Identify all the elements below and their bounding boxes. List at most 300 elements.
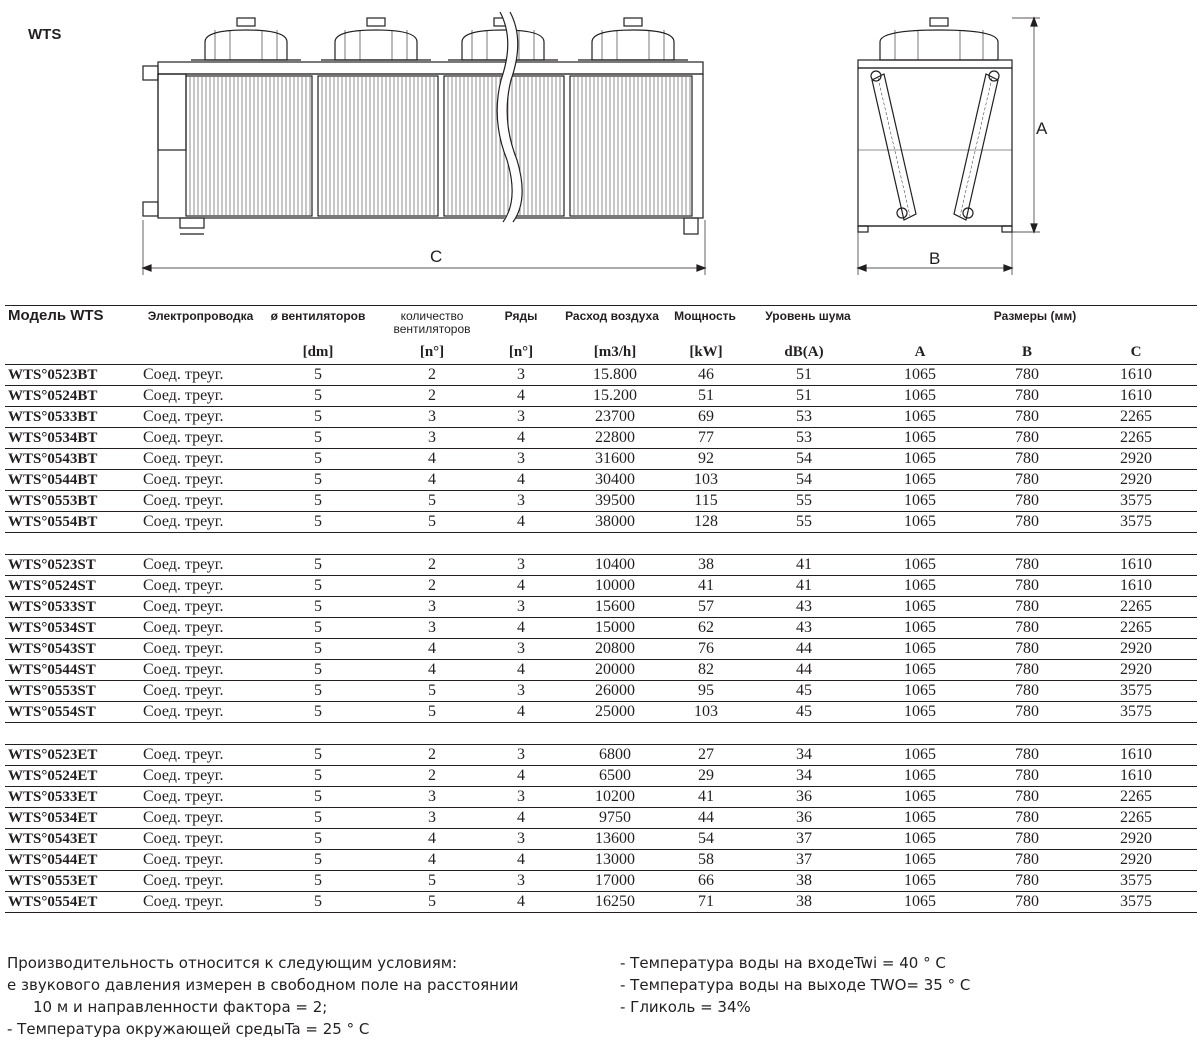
cell-rows: 4: [517, 577, 525, 594]
cell-power: 69: [698, 408, 714, 425]
cell-wiring: Соед. треуг.: [143, 366, 224, 383]
cell-a: 1065: [904, 492, 936, 509]
cell-model: WTS°0553ET: [8, 873, 98, 889]
cell-noise: 38: [796, 893, 812, 910]
cell-model: WTS°0533ST: [8, 599, 96, 615]
unit-noise: dB(A): [784, 344, 824, 360]
cell-wiring: Соед. треуг.: [143, 513, 224, 530]
table-row: [5, 659, 1197, 680]
cell-fan-count: 2: [428, 577, 436, 594]
cell-b: 780: [1015, 809, 1039, 826]
dimension-a-label: A: [1036, 119, 1048, 138]
cell-model: WTS°0554ST: [8, 704, 96, 720]
cell-wiring: Соед. треуг.: [143, 703, 224, 720]
end-view: [858, 18, 1040, 275]
cell-b: 780: [1015, 893, 1039, 910]
cell-airflow: 9750: [599, 809, 631, 826]
cell-fan-diameter: 5: [314, 598, 322, 615]
cell-noise: 45: [796, 682, 812, 699]
cell-model: WTS°0544BT: [8, 472, 98, 488]
cell-a: 1065: [904, 682, 936, 699]
cell-c: 1610: [1120, 556, 1152, 573]
table-row: [5, 701, 1197, 723]
cell-c: 2265: [1120, 598, 1152, 615]
cell-fan-diameter: 5: [314, 387, 322, 404]
cell-fan-diameter: 5: [314, 872, 322, 889]
table-row: [5, 406, 1197, 427]
cell-b: 780: [1015, 640, 1039, 657]
cell-noise: 53: [796, 429, 812, 446]
header-fan-diameter: ø вентиляторов: [270, 309, 366, 323]
cell-wiring: Соед. треуг.: [143, 450, 224, 467]
cell-noise: 43: [796, 598, 812, 615]
cell-fan-count: 4: [428, 640, 436, 657]
cell-airflow: 10200: [595, 788, 635, 805]
cell-model: WTS°0523ST: [8, 557, 96, 573]
cell-a: 1065: [904, 408, 936, 425]
cell-model: WTS°0543ET: [8, 831, 98, 847]
cell-power: 38: [698, 556, 714, 573]
cell-fan-count: 4: [428, 830, 436, 847]
header-power: Мощность: [674, 309, 736, 323]
cell-rows: 3: [517, 872, 525, 889]
cell-b: 780: [1015, 556, 1039, 573]
cell-wiring: Соед. треуг.: [143, 429, 224, 446]
unit-c: C: [1130, 344, 1142, 360]
cell-power: 128: [694, 513, 718, 530]
cell-a: 1065: [904, 619, 936, 636]
table-row: [5, 638, 1197, 659]
dimension-b-label: B: [929, 249, 941, 268]
table-row: [5, 807, 1197, 828]
note-line: Производительность относится к следующим условиям:: [7, 954, 458, 972]
table-row: [5, 828, 1197, 849]
cell-a: 1065: [904, 809, 936, 826]
cell-b: 780: [1015, 471, 1039, 488]
cell-noise: 36: [796, 809, 812, 826]
header-fan-count: количество вентиляторов: [393, 309, 471, 336]
note-line: 10 м и направленности фактора = 2;: [33, 998, 328, 1016]
cell-power: 92: [698, 450, 714, 467]
cell-wiring: Соед. треуг.: [143, 640, 224, 657]
cell-fan-count: 2: [428, 387, 436, 404]
cell-power: 58: [698, 851, 714, 868]
cell-b: 780: [1015, 872, 1039, 889]
fan-2: [321, 18, 431, 60]
note-line: - Температура воды на выходе TWO= 35 ° C: [620, 976, 971, 994]
table-row: [5, 849, 1197, 870]
cell-fan-diameter: 5: [314, 408, 322, 425]
cell-power: 76: [698, 640, 714, 657]
cell-noise: 37: [796, 851, 812, 868]
header-wiring: Электропроводка: [147, 309, 254, 323]
cell-airflow: 23700: [595, 408, 635, 425]
cell-power: 29: [698, 767, 714, 784]
cell-noise: 55: [796, 513, 812, 530]
cell-b: 780: [1015, 746, 1039, 763]
cell-b: 780: [1015, 830, 1039, 847]
cell-a: 1065: [904, 872, 936, 889]
cell-power: 103: [694, 703, 718, 720]
cell-airflow: 38000: [595, 513, 635, 530]
cell-fan-diameter: 5: [314, 366, 322, 383]
cell-power: 95: [698, 682, 714, 699]
table-row: [5, 469, 1197, 490]
cell-wiring: Соед. треуг.: [143, 598, 224, 615]
cell-c: 3575: [1120, 872, 1152, 889]
cell-b: 780: [1015, 450, 1039, 467]
cell-fan-diameter: 5: [314, 746, 322, 763]
cell-power: 41: [698, 788, 714, 805]
cell-airflow: 15600: [595, 598, 635, 615]
cell-c: 2265: [1120, 619, 1152, 636]
cell-noise: 54: [796, 450, 812, 467]
cell-fan-count: 5: [428, 513, 436, 530]
cell-power: 71: [698, 893, 714, 910]
cell-rows: 4: [517, 661, 525, 678]
cell-c: 2265: [1120, 788, 1152, 805]
cell-rows: 3: [517, 556, 525, 573]
cell-power: 51: [698, 387, 714, 404]
cell-rows: 4: [517, 767, 525, 784]
cell-b: 780: [1015, 577, 1039, 594]
cell-c: 1610: [1120, 767, 1152, 784]
cell-fan-diameter: 5: [314, 492, 322, 509]
header-rows: Ряды: [504, 309, 538, 323]
cell-fan-diameter: 5: [314, 893, 322, 910]
cell-airflow: 10400: [595, 556, 635, 573]
cell-rows: 3: [517, 492, 525, 509]
dimension-c-label: C: [430, 247, 443, 266]
cell-b: 780: [1015, 619, 1039, 636]
cell-noise: 41: [796, 556, 812, 573]
table-row: [5, 596, 1197, 617]
cell-model: WTS°0524ET: [8, 768, 98, 784]
cell-wiring: Соед. треуг.: [143, 661, 224, 678]
cell-b: 780: [1015, 851, 1039, 868]
cell-noise: 38: [796, 872, 812, 889]
unit-b: B: [1021, 344, 1032, 360]
table-row: [5, 448, 1197, 469]
cell-wiring: Соед. треуг.: [143, 872, 224, 889]
cell-fan-count: 5: [428, 682, 436, 699]
cell-b: 780: [1015, 492, 1039, 509]
table-row: [5, 870, 1197, 891]
cell-b: 780: [1015, 788, 1039, 805]
table-row: [5, 511, 1197, 533]
cell-a: 1065: [904, 851, 936, 868]
table-row: [5, 385, 1197, 406]
cell-c: 3575: [1120, 492, 1152, 509]
cell-noise: 34: [796, 746, 812, 763]
table-row: [5, 786, 1197, 807]
group-spacer: [5, 533, 1197, 554]
cell-model: WTS°0553ST: [8, 683, 96, 699]
cell-rows: 4: [517, 893, 525, 910]
cell-fan-diameter: 5: [314, 682, 322, 699]
cell-rows: 4: [517, 619, 525, 636]
cell-c: 3575: [1120, 513, 1152, 530]
cell-fan-diameter: 5: [314, 767, 322, 784]
cell-b: 780: [1015, 387, 1039, 404]
cell-noise: 44: [796, 661, 812, 678]
cell-b: 780: [1015, 513, 1039, 530]
cell-fan-diameter: 5: [314, 556, 322, 573]
cell-a: 1065: [904, 513, 936, 530]
cell-wiring: Соед. треуг.: [143, 577, 224, 594]
cell-a: 1065: [904, 366, 936, 383]
cell-wiring: Соед. треуг.: [143, 471, 224, 488]
unit-rows: [n°]: [508, 344, 534, 360]
cell-noise: 53: [796, 408, 812, 425]
fan-1: [191, 18, 301, 60]
cell-a: 1065: [904, 471, 936, 488]
header-model: Модель WTS: [8, 307, 104, 324]
cell-fan-diameter: 5: [314, 703, 322, 720]
cell-a: 1065: [904, 450, 936, 467]
cell-c: 2920: [1120, 450, 1152, 467]
cell-rows: 3: [517, 366, 525, 383]
table-row: [5, 617, 1197, 638]
cell-rows: 4: [517, 703, 525, 720]
cell-a: 1065: [904, 640, 936, 657]
cell-model: WTS°0524ST: [8, 578, 96, 594]
cell-noise: 36: [796, 788, 812, 805]
table-row: [5, 490, 1197, 511]
note-line: - Гликоль = 34%: [620, 998, 751, 1016]
cell-rows: 3: [517, 830, 525, 847]
spec-table: [5, 305, 1197, 913]
cell-airflow: 13000: [595, 851, 635, 868]
cell-c: 2920: [1120, 830, 1152, 847]
cell-b: 780: [1015, 598, 1039, 615]
cell-c: 3575: [1120, 893, 1152, 910]
cell-airflow: 6800: [599, 746, 631, 763]
cell-wiring: Соед. треуг.: [143, 387, 224, 404]
cell-fan-diameter: 5: [314, 851, 322, 868]
cell-noise: 54: [796, 471, 812, 488]
cell-power: 46: [698, 366, 714, 383]
cell-rows: 3: [517, 450, 525, 467]
cell-noise: 41: [796, 577, 812, 594]
header-dimensions: Размеры (мм): [993, 309, 1077, 323]
table-row: [5, 765, 1197, 786]
cell-power: 115: [694, 492, 718, 509]
group-spacer: [5, 723, 1197, 744]
cell-fan-count: 3: [428, 429, 436, 446]
cell-wiring: Соед. треуг.: [143, 619, 224, 636]
cell-rows: 3: [517, 788, 525, 805]
cell-wiring: Соед. треуг.: [143, 682, 224, 699]
cell-fan-diameter: 5: [314, 619, 322, 636]
cell-c: 1610: [1120, 577, 1152, 594]
cell-airflow: 15.800: [593, 366, 637, 383]
cell-b: 780: [1015, 682, 1039, 699]
cell-fan-diameter: 5: [314, 640, 322, 657]
cell-wiring: Соед. треуг.: [143, 556, 224, 573]
cell-model: WTS°0523BT: [8, 367, 98, 383]
cell-rows: 4: [517, 513, 525, 530]
header-noise: Уровень шума: [765, 309, 851, 323]
unit-power: [kW]: [689, 344, 723, 360]
cell-airflow: 6500: [599, 767, 631, 784]
cell-wiring: Соед. треуг.: [143, 767, 224, 784]
cell-fan-count: 4: [428, 471, 436, 488]
cell-model: WTS°0523ET: [8, 747, 98, 763]
cell-rows: 4: [517, 471, 525, 488]
cell-rows: 3: [517, 598, 525, 615]
cell-a: 1065: [904, 893, 936, 910]
unit-fan-count: [n°]: [419, 344, 445, 360]
cell-airflow: 39500: [595, 492, 635, 509]
cell-wiring: Соед. треуг.: [143, 788, 224, 805]
cell-airflow: 20000: [595, 661, 635, 678]
cell-c: 3575: [1120, 703, 1152, 720]
cell-model: WTS°0554BT: [8, 514, 98, 530]
cell-airflow: 15000: [595, 619, 635, 636]
cell-model: WTS°0543ST: [8, 641, 96, 657]
cell-airflow: 15.200: [593, 387, 637, 404]
cell-noise: 51: [796, 366, 812, 383]
cell-a: 1065: [904, 598, 936, 615]
cell-fan-count: 4: [428, 661, 436, 678]
cell-a: 1065: [904, 746, 936, 763]
cell-b: 780: [1015, 366, 1039, 383]
note-line: - Температура воды на входеTwi = 40 ° C: [620, 954, 946, 972]
cell-wiring: Соед. треуг.: [143, 408, 224, 425]
cell-c: 2920: [1120, 851, 1152, 868]
cell-model: WTS°0534ST: [8, 620, 96, 636]
cell-power: 57: [698, 598, 714, 615]
cell-wiring: Соед. треуг.: [143, 851, 224, 868]
cell-fan-count: 2: [428, 767, 436, 784]
cell-b: 780: [1015, 429, 1039, 446]
cell-rows: 3: [517, 746, 525, 763]
cell-wiring: Соед. треуг.: [143, 830, 224, 847]
cell-fan-diameter: 5: [314, 577, 322, 594]
cell-wiring: Соед. треуг.: [143, 492, 224, 509]
cell-b: 780: [1015, 661, 1039, 678]
cell-airflow: 20800: [595, 640, 635, 657]
cell-fan-diameter: 5: [314, 809, 322, 826]
cell-fan-count: 5: [428, 893, 436, 910]
cell-airflow: 17000: [595, 872, 635, 889]
cell-airflow: 22800: [595, 429, 635, 446]
cell-b: 780: [1015, 408, 1039, 425]
cell-a: 1065: [904, 661, 936, 678]
cell-model: WTS°0544ET: [8, 852, 98, 868]
cell-fan-count: 5: [428, 872, 436, 889]
cell-wiring: Соед. треуг.: [143, 809, 224, 826]
cell-fan-count: 5: [428, 492, 436, 509]
fan-3: [448, 18, 558, 60]
cell-model: WTS°0543BT: [8, 451, 98, 467]
cell-fan-count: 3: [428, 619, 436, 636]
cell-c: 2265: [1120, 429, 1152, 446]
notes-left: [7, 952, 597, 1040]
cell-fan-count: 3: [428, 408, 436, 425]
cell-fan-count: 4: [428, 450, 436, 467]
cell-a: 1065: [904, 429, 936, 446]
cell-a: 1065: [904, 387, 936, 404]
table-header: [5, 305, 1197, 364]
side-view: [143, 12, 705, 275]
cell-fan-count: 2: [428, 746, 436, 763]
cell-noise: 34: [796, 767, 812, 784]
cell-model: WTS°0554ET: [8, 894, 98, 910]
fan-4: [578, 18, 688, 60]
cell-power: 77: [698, 429, 714, 446]
cell-noise: 55: [796, 492, 812, 509]
cell-wiring: Соед. треуг.: [143, 746, 224, 763]
cell-a: 1065: [904, 703, 936, 720]
table-row: [5, 575, 1197, 596]
cell-fan-diameter: 5: [314, 429, 322, 446]
cell-rows: 3: [517, 640, 525, 657]
cell-c: 1610: [1120, 387, 1152, 404]
cell-c: 2920: [1120, 661, 1152, 678]
cell-a: 1065: [904, 577, 936, 594]
cell-power: 62: [698, 619, 714, 636]
cell-rows: 4: [517, 851, 525, 868]
cell-rows: 4: [517, 387, 525, 404]
table-row: [5, 364, 1197, 385]
table-row: [5, 891, 1197, 913]
cell-b: 780: [1015, 703, 1039, 720]
cell-rows: 4: [517, 809, 525, 826]
header-airflow: Расход воздуха: [565, 309, 659, 323]
table-row: [5, 744, 1197, 765]
cell-fan-diameter: 5: [314, 788, 322, 805]
cell-rows: 3: [517, 682, 525, 699]
cell-fan-count: 2: [428, 366, 436, 383]
technical-drawing: [0, 0, 1200, 300]
cell-a: 1065: [904, 556, 936, 573]
cell-fan-count: 3: [428, 598, 436, 615]
cell-airflow: 31600: [595, 450, 635, 467]
cell-airflow: 10000: [595, 577, 635, 594]
cell-wiring: Соед. треуг.: [143, 893, 224, 910]
cell-rows: 4: [517, 429, 525, 446]
cell-power: 44: [698, 809, 714, 826]
cell-b: 780: [1015, 767, 1039, 784]
table-row: [5, 680, 1197, 701]
cell-model: WTS°0534BT: [8, 430, 98, 446]
cell-model: WTS°0533BT: [8, 409, 98, 425]
unit-airflow: [m3/h]: [593, 344, 637, 360]
table-row: [5, 427, 1197, 448]
cell-noise: 37: [796, 830, 812, 847]
cell-fan-count: 3: [428, 809, 436, 826]
side-housing: [158, 62, 703, 74]
cell-a: 1065: [904, 767, 936, 784]
cell-power: 103: [694, 471, 718, 488]
cell-noise: 44: [796, 640, 812, 657]
cell-fan-diameter: 5: [314, 513, 322, 530]
cell-noise: 51: [796, 387, 812, 404]
cell-airflow: 25000: [595, 703, 635, 720]
cell-fan-count: 2: [428, 556, 436, 573]
cell-fan-diameter: 5: [314, 471, 322, 488]
cell-fan-count: 5: [428, 703, 436, 720]
cell-c: 1610: [1120, 746, 1152, 763]
cell-model: WTS°0524BT: [8, 388, 98, 404]
cell-noise: 45: [796, 703, 812, 720]
cell-model: WTS°0534ET: [8, 810, 98, 826]
cell-airflow: 30400: [595, 471, 635, 488]
cell-power: 66: [698, 872, 714, 889]
cell-c: 3575: [1120, 682, 1152, 699]
